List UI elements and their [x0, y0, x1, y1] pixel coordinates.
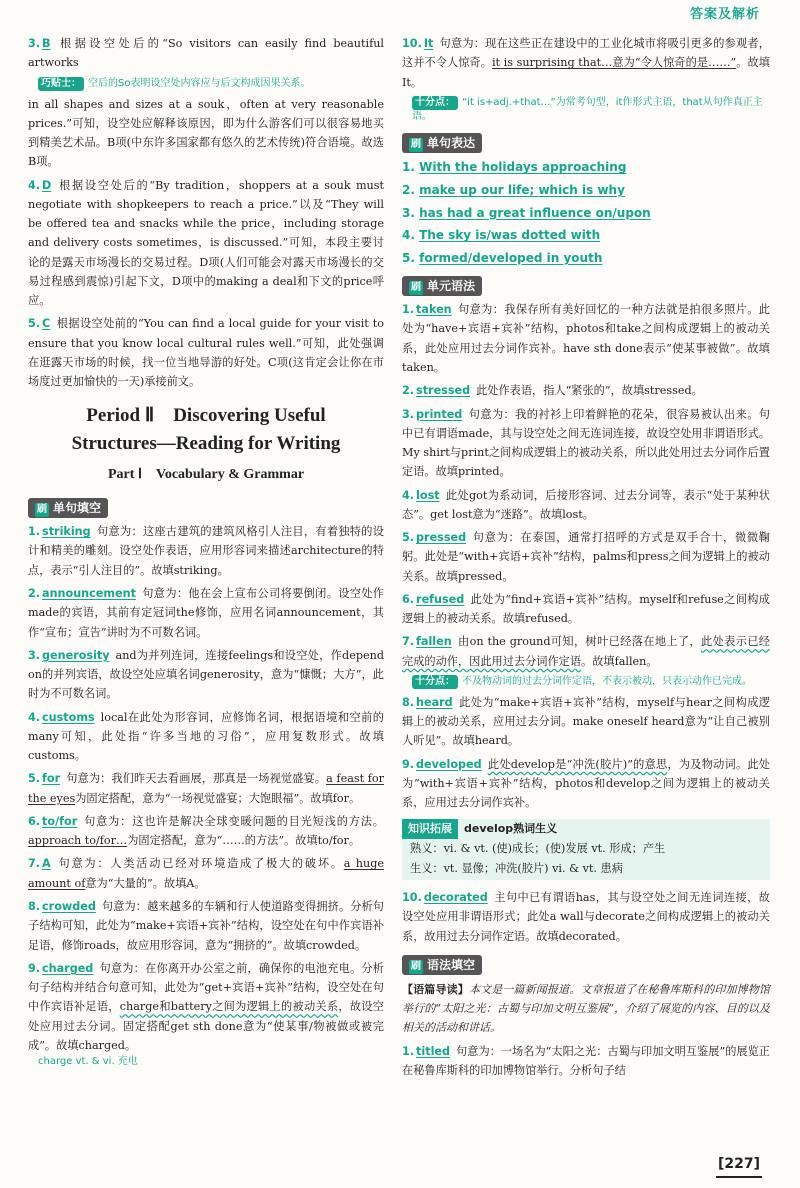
explanation: 句意为：我们昨天去看画展，那真是一场视觉盛宴。: [66, 772, 327, 786]
question-3: [28, 34, 384, 73]
part-title: Part Ⅰ Vocabulary & Grammar: [107, 466, 305, 482]
section-label: 单句填空: [53, 500, 102, 515]
answer: printed: [416, 407, 463, 421]
section-label: 单元语法: [427, 278, 476, 293]
section-label: 语法填空: [427, 957, 476, 972]
question-4: [28, 176, 384, 311]
item-number: 2.: [402, 183, 415, 198]
section-badge-grammar-fill: [402, 955, 482, 976]
tip-note: [412, 96, 770, 124]
explanation: and为并列连词，连接feelings和设空处，作depend on的并列宾语，故设空处应填名词generosity，意为“慷慨；大方”，此时为不可数名词。: [28, 648, 384, 701]
underlined-phrase: approach to/for…: [28, 834, 128, 848]
underlined-phrase: a huge amount of: [28, 857, 384, 890]
passage-guide: [402, 981, 770, 1038]
answer: formed/developed in youth: [419, 250, 603, 265]
list-item: [402, 405, 770, 482]
item-number: 5.: [402, 531, 415, 545]
item-number: 6.: [402, 592, 415, 606]
answer: decorated: [423, 890, 488, 904]
answer: C: [42, 317, 51, 331]
list-item: [402, 590, 770, 629]
list-item: [28, 522, 384, 580]
explanation: 根据设空处前的“You can find a local guide for your visit to ensure that you know local cultural rules well.”可知，此处强调在逛露天市场的时候，找一位当地导游的好处。C项(这肯定会让你在市场度过更加愉快的一天)承接前文。: [28, 317, 384, 389]
list-item: [28, 708, 384, 766]
answer: charged: [42, 961, 94, 975]
answer: fallen: [416, 635, 452, 649]
answer: A: [42, 857, 51, 871]
explanation: 此处got为系动词，后接形容词、过去分词等，表示“处于某种状态”。get lost意为“迷路”。故填lost。: [402, 488, 770, 521]
header-title: 答案及解析: [689, 7, 760, 22]
answer: refused: [416, 592, 465, 606]
list-item: [402, 693, 770, 751]
brush-icon: 刷: [411, 960, 421, 972]
list-item: [402, 1042, 770, 1081]
item-number: 5.: [402, 250, 415, 265]
list-item: [28, 584, 384, 642]
explanation: 。故填fallen。: [581, 654, 658, 668]
explanation: 此处为“make+宾语+宾补”结构，myself与hear之间构成逻辑上的被动关系，应用过去分词。make oneself heard意为“让自己被别人听见”。故填heard。: [402, 695, 770, 748]
answer: striking: [42, 525, 91, 539]
item-number: 7.: [402, 635, 415, 649]
answer: pressed: [416, 531, 467, 545]
item-number: 3.: [402, 407, 415, 421]
explanation: ，为及物动词。此处为“with+宾语+宾补”结构，photos和develop之间为逻辑上的被动关系，应用过去分词作宾补。: [402, 757, 770, 810]
explanation: 句意为：我保存所有美好回忆的一种方法就是拍很多照片。此处为“have+宾语+宾补”结构，photos和take之间构成逻辑上的被动关系，此处应用过去分词作宾补。have sth done表示“使某事被做”。故填taken。: [402, 303, 770, 374]
margin-note: charge vt. & vi. 充电: [38, 1056, 138, 1068]
tip-text: 不及物动词的过去分词作定语，不表示被动，只表示动作已完成。: [462, 675, 752, 687]
knowledge-line-familiar: 熟义：vi. & vt. (使)成长；(使)发展 vt. 形成；产生: [410, 842, 666, 856]
list-item: [402, 486, 770, 525]
knowledge-box-header: [402, 819, 770, 840]
knowledge-line-new: 生义：vt. 显像；冲洗(胶片) vi. & vt. 患病: [410, 861, 623, 875]
knowledge-box: [402, 819, 770, 880]
knowledge-box-label: 知识拓展: [402, 819, 458, 840]
section-badge-unit-grammar: [402, 276, 482, 297]
answer: generosity: [42, 648, 110, 662]
list-item: [402, 225, 770, 246]
question-10: [402, 34, 770, 92]
explanation: ，故设空处应用过去分词。固定搭配get sth done意为“使某事/物被做或被完成”。故填charged。: [28, 1000, 384, 1052]
item-number: 8.: [402, 695, 415, 709]
item-number: 4.: [402, 228, 415, 243]
explanation: 句意为：这也许是解决全球变暖问题的目光短浅的方法。: [83, 814, 384, 828]
answer: make up our life; which is why: [419, 183, 625, 198]
explanation: 此处作表语，指人“紧张的”，故填stressed。: [476, 384, 703, 398]
list-item: [402, 381, 770, 400]
underlined-phrase: it is surprising that…意为“令人惊奇的是……”: [491, 56, 737, 70]
answer: taken: [416, 303, 452, 317]
explanation: 句意为：人类活动已经对环境造成了极大的破坏。: [56, 857, 344, 871]
answer: announcement: [42, 587, 136, 601]
answer: to/for: [42, 814, 78, 828]
list-item: [402, 632, 770, 671]
list-item: [402, 180, 770, 201]
section-label: 单句表达: [427, 135, 476, 150]
item-number: 2.: [402, 384, 415, 398]
fill-blank-list: [28, 522, 384, 1069]
item-number: 4.: [402, 488, 415, 502]
tip-label: 巧贴士：: [38, 77, 84, 91]
item-number: 7.: [28, 857, 41, 871]
list-item: [28, 812, 384, 851]
explanation: 句意为：他在会上宣布公司将要倒闭。设空处作made的宾语，其前有定冠词the修饰，应用名词announcement，其作“宣布；宣告”讲时为不可数名词。: [28, 587, 384, 639]
answer: titled: [416, 1045, 451, 1059]
item-number: 9.: [28, 961, 41, 975]
explanation: 意为“大量的”。故填A。: [85, 876, 206, 890]
list-item: [402, 300, 770, 377]
brush-icon: 刷: [37, 503, 47, 515]
explanation: 句意为：一场名为“太阳之光：古蜀与印加文明互鉴展”的展览正在秘鲁库斯科的印加博物馆举行。分析句子结: [402, 1045, 770, 1078]
explanation: local在此处为形容词，应修饰名词，根据语境和空前的many可知，此处指“许多当地的习俗”，应用复数形式。故填customs。: [28, 710, 384, 763]
answer: B: [42, 37, 51, 50]
question-number: 10.: [402, 37, 422, 50]
answer: stressed: [416, 384, 471, 398]
question-5: [28, 314, 384, 391]
question-number: 5.: [28, 317, 41, 331]
explanation: 句意为：这座古建筑的建筑风格引人注目，有着独特的设计和精美的雕刻。设空处作表语，应用形容词来描述architecture的特点，表示“引人注目的”。故填striking。: [28, 525, 384, 577]
list-item: [28, 769, 384, 808]
wavy-underlined-phrase: 此处develop是“冲洗(胶片)”的意思: [487, 757, 668, 771]
tip-text: “it is+adj.+that…”为常考句型，it作形式主语，that从句作真正主语。: [412, 96, 763, 122]
brush-icon: 刷: [411, 138, 421, 150]
explanation: 为固定搭配，意为“一场视觉盛宴；大饱眼福”。故填for。: [75, 791, 361, 805]
tip-note: [412, 675, 770, 689]
explanation: 此处为“find+宾语+宾补”结构。myself和refuse之间构成逻辑上的被动关系。故填refused。: [402, 592, 770, 626]
item-number: 6.: [28, 814, 41, 828]
item-number: 8.: [28, 900, 41, 913]
guide-text: 本文是一篇新闻报道。文章报道了在秘鲁库斯科的印加博物馆举行的“太阳之光：古蜀与印加文明互鉴展”，介绍了展览的内容、目的以及相关的活动和讲话。: [402, 983, 770, 1035]
item-number: 2.: [28, 587, 41, 601]
item-number: 1.: [402, 1045, 415, 1059]
list-item: [402, 248, 770, 269]
answer: customs: [42, 710, 95, 724]
explanation: 句意为：现在这些正在建设中的工业化城市将吸引更多的参观者，这并不令人惊奇。: [402, 37, 770, 70]
item-number: 9.: [402, 757, 415, 771]
item-number: 3.: [28, 648, 41, 662]
tip-note: [38, 77, 384, 91]
tip-text: 空后的So表明设空处内容应与后文构成因果关系。: [88, 77, 311, 89]
item-number: 3.: [402, 205, 415, 220]
wavy-underlined-phrase: 此处表示已经完成的动作，因此用过去分词作定语: [402, 635, 770, 668]
answer: developed: [416, 757, 482, 771]
explanation: 句意为：我的衬衫上印着鲜艳的花朵，很容易被认出来。句中已有谓语made，其与设空处之间无连词连接，故设空处用非谓语形式。My shirt与print之间构成逻辑上的被动关系，所以此处用过去分词作后置定语。故填printed。: [402, 407, 770, 479]
answer: It: [423, 37, 434, 50]
tip-label: 十分点：: [412, 96, 458, 110]
explanation: 句意为：越来越多的车辆和行人使道路变得拥挤。分析句子结构可知，此处为“make+宾语+宾补”结构，设空处在句中作宾语补足语，修饰roads，故应用形容词，意为“拥挤的”。故填crowded。: [28, 900, 384, 952]
item-number: 1.: [402, 303, 415, 317]
question-number: 4.: [28, 178, 41, 192]
page-number: [227]: [716, 1152, 762, 1178]
explanation: 根据设空处后的“So visitors can easily find beautiful artworks: [28, 37, 384, 70]
answer: has had a great influence on/upon: [419, 205, 651, 220]
question-number: 3.: [28, 37, 41, 50]
explanation: 。故填It。: [402, 56, 770, 89]
list-item: [402, 888, 770, 946]
right-column: [402, 34, 770, 1085]
period-title-line-1: Period Ⅱ Discovering Useful: [86, 404, 326, 426]
item-number: 10.: [402, 890, 422, 904]
answer: With the holidays approaching: [419, 160, 627, 175]
underlined-phrase: a feast for the eyes: [28, 772, 384, 805]
item-number: 5.: [28, 772, 41, 786]
item-number: 1.: [28, 525, 41, 539]
wavy-underlined-phrase: charge和battery之间为逻辑上的被动关系: [119, 1000, 339, 1014]
tip-label: 十分点：: [412, 675, 458, 689]
question-3-continued: in all shapes and sizes at a souk，often at very reasonable prices.”可知，设空处应解释该原因，即为什么游客们可以很容易地买到精美艺术品。B项(中东许多国家都有悠久的艺术传统)符合语境。故选B项。: [28, 97, 384, 169]
explanation: 为固定搭配，意为“……的方法”。故填to/for。: [127, 834, 361, 848]
list-item: [28, 959, 384, 1069]
answer: lost: [416, 488, 440, 502]
item-number: 1.: [402, 160, 415, 175]
answer: The sky is/was dotted with: [419, 228, 601, 243]
list-item: [402, 157, 770, 178]
list-item: [402, 755, 770, 813]
list-item: [402, 528, 770, 586]
explanation: 主句中已有谓语has，其与设空处之间无连词连接，故设空处应用非谓语形式；此处a wall与decorate之间构成逻辑上的被动关系，故用过去分词作定语。故填decorated。: [402, 890, 770, 943]
item-number: 4.: [28, 710, 41, 724]
answer: D: [42, 178, 52, 192]
answer: for: [42, 772, 61, 786]
explanation: 句意为：在泰国，通常打招呼的方式是双手合十，微微鞠躬。此处是“with+宾语+宾补”结构，palms和press之间为逻辑上的被动关系。故填pressed。: [402, 531, 770, 583]
explanation: 句意为：在你离开办公室之前，确保你的电池充电。分析句子结构并结合句意可知，此处为“get+宾语+宾补”结构，设空处在句中作宾语补足语，: [28, 961, 384, 1014]
list-item: [402, 203, 770, 224]
explanation: 根据设空处后的“By tradition，shoppers at a souk must negotiate with shopkeepers to reach a price.”以及“They will be offered tea and snacks while the price，including storage and delivery costs sometimes，is discussed.”可知，本段主要讨论的是露天市场漫长的交易过程。D项(人们可能会对露天市场漫长的交易过程感到震惊)引起下文，D项中的making a deal和下文的price呼应。: [28, 178, 384, 308]
list-item: [28, 646, 384, 704]
period-title-line-2: Structures—Reading for Writing: [71, 433, 341, 455]
list-item: [28, 854, 384, 893]
guide-label: 【语篇导读】: [402, 983, 469, 997]
list-item: [28, 897, 384, 955]
explanation: 由on the ground可知，树叶已经落在地上了，: [457, 635, 702, 649]
section-badge-fill-blank: [28, 498, 108, 519]
knowledge-box-title: develop熟词生义: [464, 821, 558, 835]
section-badge-sentence-expression: [402, 133, 482, 154]
left-column: [28, 34, 384, 1073]
answer: crowded: [42, 900, 96, 913]
period-title: [28, 402, 384, 459]
brush-icon: 刷: [411, 281, 421, 293]
answer: heard: [416, 695, 453, 709]
